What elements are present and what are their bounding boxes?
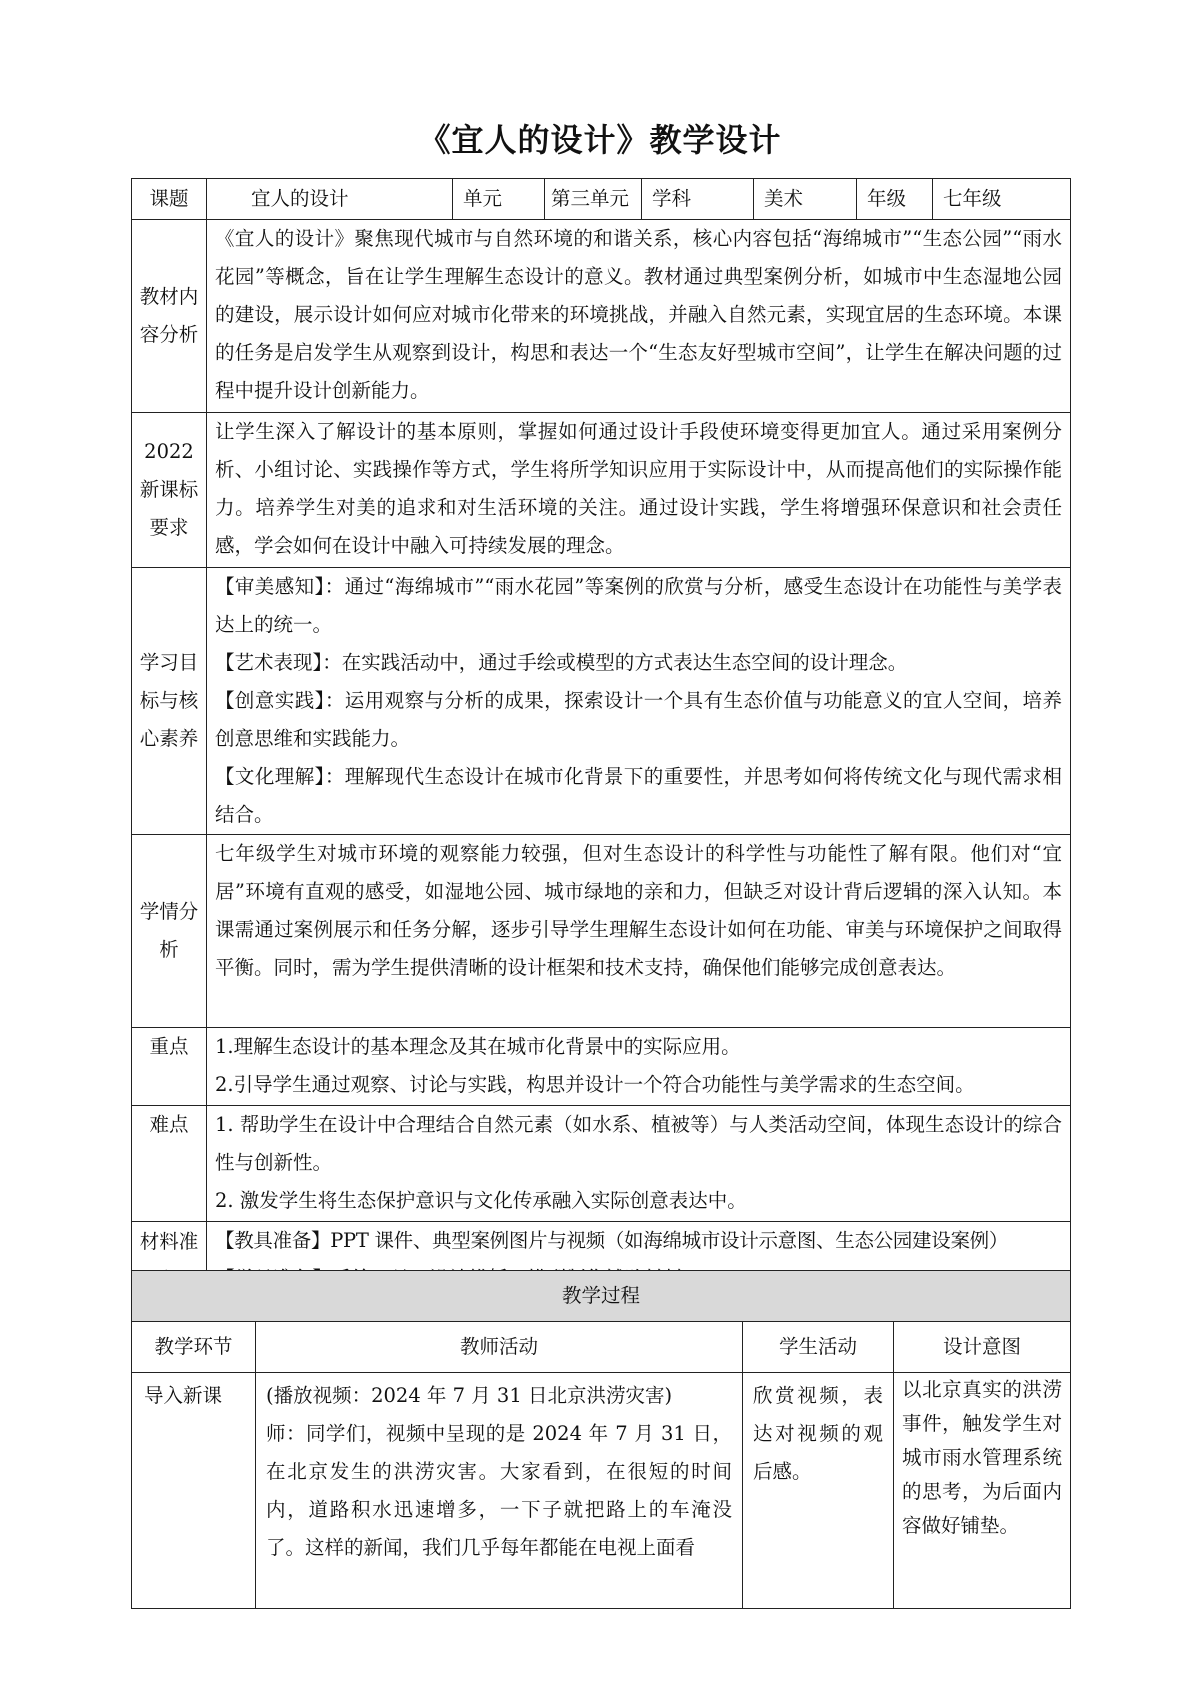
teacher-activity-speech: 师：同学们，视频中呈现的是 2024 年 7 月 31 日，在北京发生的洪涝灾害。大家看到，在很短的时间内，道路积水迅速增多，一下子就把路上的车淹没了。这样的新闻，我们几乎每年都能在电视上面看 [266,1422,732,1559]
difficult-points-label: 难点 [132,1106,207,1222]
learner-analysis-label: 学情分析 [132,835,207,1028]
key-points-cell [207,1028,1071,1106]
stage-intro: 导入新课 [132,1373,256,1609]
process-columns-row [132,1322,1071,1373]
material-analysis-label: 教材内容分析 [132,220,207,413]
materials-label: 材料准 [132,1222,207,1300]
material-analysis-row [132,220,1071,413]
teaching-process-table [131,1270,1071,1609]
topic-label: 课题 [132,179,207,220]
teacher-activity-video-note: (播放视频：2024 年 7 月 31 日北京洪涝灾害) [266,1384,673,1407]
learner-analysis-text: 七年级学生对城市环境的观察能力较强，但对生态设计的科学性与功能性了解有限。他们对“宜居”环境有直观的感受，如湿地公园、城市绿地的亲和力，但缺乏对设计背后逻辑的深入认知。本课需通过案例展示和任务分解，逐步引导学生理解生态设计如何在功能、审美与环境保护之间取得平衡。同时，需为学生提供清晰的设计框架和技术支持，确保他们能够完成创意表达。 [207,835,1071,1028]
key-points-label: 重点 [132,1028,207,1106]
column-design-intent: 设计意图 [894,1322,1071,1373]
difficult-point-1: 1. 帮助学生在设计中合理结合自然元素（如水系、植被等）与人类活动空间，体现生态设计的综合性与创新性。 [215,1113,1062,1174]
process-header: 教学过程 [132,1271,1071,1322]
unit-label: 单元 [453,179,545,220]
page-title: 《宜人的设计》教学设计 [418,121,782,159]
curriculum-standard-text: 让学生深入了解设计的基本原则，掌握如何通过设计手段使环境变得更加宜人。通过采用案例分析、小组讨论、实践操作等方式，学生将所学知识应用于实际设计中，从而提高他们的实际操作能力。培养学生对美的追求和对生活环境的关注。通过设计实践，学生将增强环保意识和社会责任感，学会如何在设计中融入可持续发展的理念。 [207,413,1071,568]
student-activity-text: 欣赏视频，表达对视频的观后感。 [743,1373,894,1609]
curriculum-standard-label: 2022新课标要求 [132,413,207,568]
process-header-row [132,1271,1071,1322]
teacher-materials: 【教具准备】PPT 课件、典型案例图片与视频（如海绵城市设计示意图、生态公园建设案例） [215,1229,1009,1252]
goal-aesthetic: 【审美感知】：通过“海绵城市”“雨水花园”等案例的欣赏与分析，感受生态设计在功能性与美学表达上的统一。 [215,575,1062,636]
key-point-1: 1.理解生态设计的基本理念及其在城市化背景中的实际应用。 [215,1035,741,1058]
column-stage: 教学环节 [132,1322,256,1373]
material-analysis-text: 《宜人的设计》聚焦现代城市与自然环境的和谐关系，核心内容包括“海绵城市”“生态公园”“雨水花园”等概念，旨在让学生理解生态设计的意义。教材通过典型案例分析，如城市中生态湿地公园的建设，展示设计如何应对城市化带来的环境挑战，并融入自然元素，实现宜居的生态环境。本课的任务是启发学生从观察到设计，构思和表达一个“生态友好型城市空间”，让学生在解决问题的过程中提升设计创新能力。 [207,220,1071,413]
lesson-info-table [131,178,1071,1300]
difficult-points-row [132,1106,1071,1222]
learning-goals-cell [207,568,1071,835]
key-point-2: 2.引导学生通过观察、讨论与实践，构思并设计一个符合功能性与美学需求的生态空间。 [215,1073,975,1096]
goal-culture: 【文化理解】：理解现代生态设计在城市化背景下的重要性，并思考如何将传统文化与现代需求相结合。 [215,765,1062,826]
learning-goals-label: 学习目标与核心素养 [132,568,207,835]
topic-value: 宜人的设计 [207,179,453,220]
unit-value: 第三单元 [545,179,642,220]
column-teacher-activity: 教师活动 [256,1322,743,1373]
goal-expression: 【艺术表现】：在实践活动中，通过手绘或模型的方式表达生态空间的设计理念。 [215,651,908,674]
learning-goals-row [132,568,1071,835]
info-row [132,179,1071,220]
subject-label: 学科 [642,179,754,220]
column-student-activity: 学生活动 [743,1322,894,1373]
grade-value: 七年级 [933,179,1071,220]
teacher-activity-cell [256,1373,743,1609]
curriculum-standard-row [132,413,1071,568]
key-points-row [132,1028,1071,1106]
subject-value: 美术 [754,179,857,220]
design-intent-text: 以北京真实的洪涝事件，触发学生对城市雨水管理系统的思考，为后面内容做好铺垫。 [894,1373,1071,1609]
learner-analysis-row [132,835,1071,1028]
goal-creative: 【创意实践】：运用观察与分析的成果，探索设计一个具有生态价值与功能意义的宜人空间，培养创意思维和实践能力。 [215,689,1062,750]
grade-label: 年级 [857,179,933,220]
difficult-points-cell [207,1106,1071,1222]
process-row-intro [132,1373,1071,1609]
difficult-point-2: 2. 激发学生将生态保护意识与文化传承融入实际创意表达中。 [215,1189,747,1212]
